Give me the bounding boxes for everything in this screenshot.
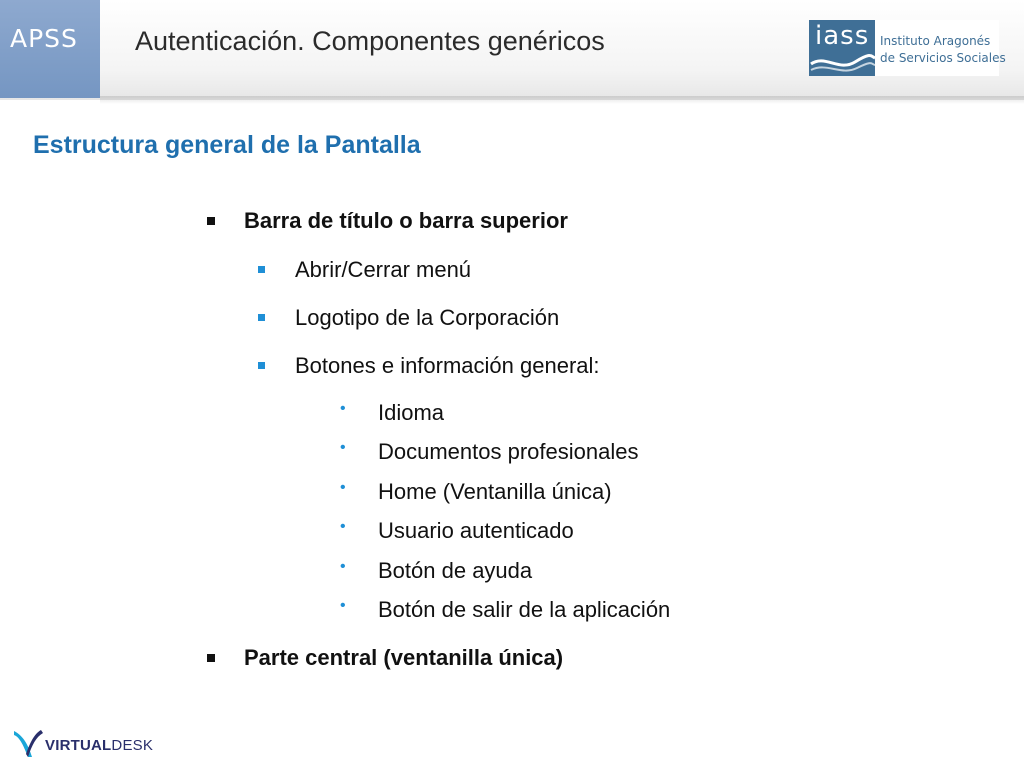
brand-box — [0, 0, 100, 98]
square-bullet-icon — [258, 266, 265, 273]
outline-item-text: Home (Ventanilla única) — [378, 479, 612, 504]
iass-name-line1: Instituto Aragonés — [880, 34, 991, 48]
outline-item-text: Botón de ayuda — [378, 558, 533, 583]
virtualdesk-light: DESK — [111, 737, 154, 754]
outline-item-text: Usuario autenticado — [378, 518, 574, 543]
dot-bullet-icon: • — [340, 479, 346, 496]
outline-item-text: Logotipo de la Corporación — [295, 305, 560, 330]
outline-item-text: Abrir/Cerrar menú — [295, 257, 472, 282]
square-bullet-icon — [207, 217, 215, 225]
wave-icon — [809, 20, 875, 76]
iass-logo — [809, 20, 1006, 76]
dot-bullet-icon: • — [340, 400, 346, 417]
dot-bullet-icon: • — [340, 558, 346, 575]
virtualdesk-logo — [12, 727, 182, 761]
outline-item-text: Botón de salir de la aplicación — [378, 597, 671, 622]
outline-item-text: Idioma — [378, 400, 445, 425]
square-bullet-icon — [258, 314, 265, 321]
brand-label: APSS — [10, 24, 78, 53]
outline-item-text: Documentos profesionales — [378, 439, 639, 464]
square-bullet-icon — [207, 654, 215, 662]
iass-logo-mark — [809, 20, 875, 76]
dot-bullet-icon: • — [340, 439, 346, 456]
outline-item-text: Barra de título o barra superior — [244, 208, 568, 233]
iass-name-line2: de Servicios Sociales — [880, 51, 1006, 65]
iass-acronym: iass — [815, 21, 870, 51]
virtualdesk-bold: VIRTUAL — [45, 737, 112, 754]
dot-bullet-icon: • — [340, 597, 346, 614]
virtualdesk-v-icon — [12, 727, 44, 761]
dot-bullet-icon: • — [340, 518, 346, 535]
square-bullet-icon — [258, 362, 265, 369]
virtualdesk-wordmark — [45, 737, 153, 754]
page-title: Autenticación. Componentes genéricos — [135, 26, 605, 56]
header-shadow — [100, 96, 1024, 104]
outline-item-text: Parte central (ventanilla única) — [244, 645, 564, 670]
section-title: Estructura general de la Pantalla — [33, 131, 421, 159]
outline-item-text: Botones e información general: — [295, 353, 600, 378]
